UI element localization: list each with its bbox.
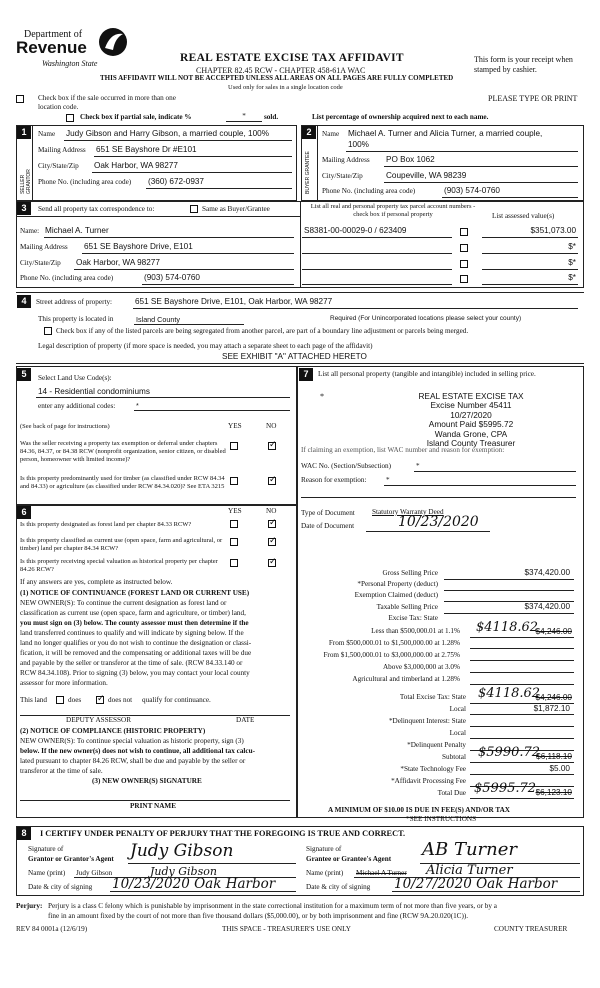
dept-logo-icon [97,26,129,58]
ownership-note: List percentage of ownership acquired next to each name. [312,113,489,121]
s6-question-3: Is this property receiving special valuation as historical property per chapter 84.26 RCW? [20,558,218,573]
multi-location-label: Check box if the sale occurred in more than one location code. [38,94,176,111]
s6-q2-yes-checkbox[interactable] [230,538,238,546]
does-not-label: does not [108,696,133,704]
notice-continuance-line: and payable by the seller or transferor at the time of sale. (RCW 84.33.140 or [20,659,243,667]
stamp-line: Amount Paid $5995.72 [428,419,514,430]
property-street[interactable]: 651 SE Bayshore Drive, E101, Oak Harbor, WA 98277 [135,297,333,306]
stamp-line: REAL ESTATE EXCISE TAX [418,391,524,401]
notice-continuance-line: land transferred continues to qualify and will indicate by signing below. If the [20,629,244,637]
receipt-note: This form is your receipt when stamped by cashier. [474,55,573,74]
wac-label: WAC No. (Section/Subsection) [301,462,392,470]
if-yes-instruction: If any answers are yes, complete as instructed below. [20,578,173,586]
qualify-label: qualify for continuance. [142,696,211,704]
grantor-print-name[interactable]: Judy Gibson [76,869,113,877]
notice-continuance-line: you must sign on (3) below. The county assessor must then determine if the [20,619,249,627]
total-state-label: Total Excise Tax: State [399,693,466,701]
form-warning: THIS AFFIDAVIT WILL NOT BE ACCEPTED UNLESS ALL AREAS ON ALL PAGES ARE FULLY COMPLETED [100,74,454,82]
total-due-label: Total Due [437,789,466,797]
gross-price[interactable]: $374,420.00 [524,568,570,577]
bracket-2-label: From $500,000.01 to $1,500,000.00 at 1.28% [328,639,460,647]
section-6-number: 6 [17,506,31,519]
same-as-buyer-label: Same as Buyer/Grantee [202,205,270,213]
doc-date[interactable]: 10/23/2020 [398,514,479,530]
segregated-checkbox[interactable] [44,327,52,335]
stamp-line: 10/27/2020 [450,409,492,420]
s6-question-2: Is this property classified as current use (open space, farm and agricultural, or timber) land per chapter 84.34 RCW? [20,537,223,552]
exemption-reason[interactable]: * [386,476,390,484]
grantee-print-name[interactable]: Michael A Turner [356,869,407,877]
county-required-note: Required (For Unincorporated locations please select your county) [330,315,522,322]
subtotal-amount[interactable]: $6,118.10 [536,752,572,761]
correspondence-mail[interactable]: 651 SE Bayshore Drive, E101 [84,242,193,251]
s6-q3-no-checkbox[interactable] [268,559,276,567]
see-instructions-note: *SEE INSTRUCTIONS [406,815,477,823]
doc-date-label: Date of Document [301,522,355,530]
notice-compliance-title: (2) NOTICE OF COMPLIANCE (HISTORIC PROPERTY) [20,727,206,735]
parcel-account[interactable]: S8381-00-00029-0 / 623409 [304,226,407,235]
parcel-assessed-value[interactable]: $351,073.00 [530,226,576,235]
wac-number[interactable]: * [416,462,420,470]
grantee-date-label: Date & city of signing [306,883,371,891]
partial-sale-checkbox[interactable] [66,114,74,122]
treasurer-stamp [396,392,546,448]
technology-fee-label: *State Technology Fee [400,765,466,773]
s6-yes-header: YES [228,507,242,515]
form-title: REAL ESTATE EXCISE TAX AFFIDAVIT [180,52,404,64]
buyer-phone[interactable]: (903) 574-0760 [444,186,500,195]
notice-continuance-line: RCW 84.34.108). Prior to signing (3) below, you may contact your local county [20,669,250,677]
bracket-1-label: Less than $500,000.01 at 1.1% [371,627,460,635]
see-back-note: (See back of page for instructions) [20,423,110,430]
section-4-number: 4 [17,295,31,308]
total-due-amount[interactable]: $6,123.10 [535,788,572,797]
doc-type-label: Type of Document [301,509,355,517]
section-8-number: 8 [17,827,31,840]
subtotal-handwritten[interactable]: $5990.72 [478,745,541,760]
stamp-line: Excise Number 45411 [430,400,512,411]
segregated-label: Check box if any of the listed parcels are being segregated from another parcel, are part of a boundary line adjustment or parcels being merged. [56,327,469,335]
grantee-signature-label: Signature of [306,845,342,853]
seller-name[interactable]: Judy Gibson and Harry Gibson, a married couple, 100% [66,129,269,138]
delinquent-penalty-label: *Delinquent Penalty [407,741,466,749]
grantor-name-handwritten[interactable]: Judy Gibson [150,865,217,878]
grantee-name-handwritten[interactable]: Alicia Turner [426,863,513,878]
local-amount[interactable]: $1,872.10 [533,704,570,713]
seller-city[interactable]: Oak Harbor, WA 98277 [94,161,178,170]
notice-compliance-line: lated pursuant to chapter 84.26 RCW, shall be due and payable by the seller or [20,757,246,765]
local-label: Local [449,705,466,713]
personal-property-value[interactable]: * [320,392,325,401]
same-as-buyer-checkbox[interactable] [190,205,198,213]
parcel-assessed-value[interactable]: $* [568,273,576,282]
grantor-signature[interactable]: Judy Gibson [130,841,234,861]
parcel-header: List all real and personal property tax parcel account numbers - check box if personal property [310,203,476,218]
form-id: REV 84 0001a (12/6/19) [16,925,88,933]
grantee-name-label: Name (print) [306,869,344,877]
seller-mail-label: Mailing Address [38,146,86,154]
seller-mail[interactable]: 651 SE Bayshore Dr #E101 [96,145,197,154]
doc-type[interactable]: Statutory Warranty Deed [372,508,444,516]
print-name-label: PRINT NAME [130,802,176,810]
s6-no-header: NO [266,507,277,515]
please-type-note: PLEASE TYPE OR PRINT [488,94,578,103]
land-use-code[interactable]: 14 - Residential condominiums [38,387,150,396]
s6-question-1: Is this property designated as forest land per chapter 84.33 RCW? [20,521,192,528]
stamp-line: Island County Treasurer [426,438,516,449]
does-qualify-checkbox[interactable] [56,696,64,704]
grantee-date-city[interactable]: 10/27/2020 Oak Harbor [394,876,558,892]
section-1-number: 1 [17,126,31,139]
partial-sale-label: Check box if partial sale, indicate % [80,113,192,121]
property-county[interactable]: Island County [136,315,180,324]
legal-description[interactable]: SEE EXHIBIT "A" ATTACHED HERETO [222,352,367,361]
dept-logo-text: Revenue [16,38,87,57]
affidavit-fee-label: *Affidavit Processing Fee [391,777,466,785]
does-not-qualify-checkbox[interactable] [96,696,104,704]
additional-codes[interactable]: * [136,401,139,410]
parcel-personal-checkbox[interactable] [460,244,468,252]
dept-line-3: Washington State [42,59,98,68]
notice-continuance-line: classification as current use (open space, farm and agriculture, or timber) land, [20,609,246,617]
land-use-label: Select Land Use Code(s): [38,374,112,382]
delinquent-interest-label: *Delinquent Interest: State [388,717,466,725]
assessed-header: List assessed value(s) [492,212,555,220]
grantor-date-label: Date & city of signing [28,883,93,891]
subtotal-label: Subtotal [442,753,466,761]
exemption-deduct-label: Exemption Claimed (deduct) [354,591,438,599]
buyer-name[interactable]: Michael A. Turner and Alicia Turner, a married couple, [348,129,543,138]
s5-question-1: Was the seller receiving a property tax exemption or deferral under chapters 84.36, 84.37, or 84.38 RCW (nonprofit organization, senior citizen, or disabled person, homeowner with limited income)? [20,440,226,463]
total-state-handwritten[interactable]: $4118.62 [478,686,541,701]
s5-q1-yes-checkbox[interactable] [230,442,238,450]
bracket-4-label: Above $3,000,000 at 3.0% [382,663,460,671]
taxable-price-label: Taxable Selling Price [376,603,438,611]
exemption-label: If claiming an exemption, list WAC number and reason for exemption: [301,446,505,454]
perjury-label: Perjury: [16,902,43,910]
correspondence-label: Send all property tax correspondence to: [38,205,155,213]
s6-q1-yes-checkbox[interactable] [230,520,238,528]
total-state-amount[interactable]: $4,246.00 [535,693,572,702]
gross-price-label: Gross Selling Price [382,569,438,577]
correspondence-phone[interactable]: (903) 574-0760 [144,273,200,282]
stamp-line: Wanda Grone, CPA [434,428,508,439]
dept-line-1: Department of [24,29,83,40]
s5-yes-header: YES [228,422,242,430]
parcel-personal-checkbox[interactable] [460,228,468,236]
total-due-handwritten[interactable]: $5995.72 [474,781,537,796]
s5-q2-no-checkbox[interactable] [268,477,276,485]
new-owner-signature-label: (3) NEW OWNER(S) SIGNATURE [92,777,202,785]
s6-q1-no-checkbox[interactable] [268,520,276,528]
reason-label: Reason for exemption: [301,476,367,484]
partial-sale-percent[interactable]: * [226,112,262,122]
grantor-name-label: Name (print) [28,869,66,877]
s5-q1-no-checkbox[interactable] [268,442,276,450]
bracket-5-label: Agricultural and timberland at 1.28% [352,675,460,683]
legal-description-label: Legal description of property (if more space is needed, you may attach a separate sheet to each page of the affidavit) [38,342,373,350]
excise-state-label: Excise Tax: State [388,614,438,622]
correspondence-mail-label: Mailing Address [20,243,68,251]
street-label: Street address of property: [36,298,113,306]
seller-phone-label: Phone No. (including area code) [38,178,132,186]
does-label: does [68,696,82,704]
grantor-date-city[interactable]: 10/23/2020 Oak Harbor [112,876,276,892]
seller-name-label: Name [38,130,56,138]
notice-continuance-line: assessor for more information. [20,679,108,687]
personal-property-label: List all personal property (tangible and intangible) included in selling price. [318,370,536,378]
section-7-number: 7 [299,368,313,381]
this-land-label: This land [20,696,47,704]
perjury-text-1: Perjury is a class C felony which is punishable by imprisonment in the state correctional institution for a maximum term of not more than five years, or by a [48,902,497,910]
delinquent-local-label: Local [449,729,466,737]
buyer-mail[interactable]: PO Box 1062 [386,155,435,164]
seller-city-label: City/State/Zip [38,162,79,170]
buyer-name-label: Name [322,130,340,138]
taxable-price[interactable]: $374,420.00 [524,602,570,611]
correspondence-city-label: City/State/Zip [20,259,61,267]
form-chapter: CHAPTER 82.45 RCW - CHAPTER 458-61A WAC [196,66,366,75]
single-location-note: Used only for sales in a single location code [228,84,343,91]
notice-continuance-line: fication, it will be removed and the compensating or additional taxes will be due [20,649,252,657]
correspondence-name[interactable]: Michael A. Turner [45,226,109,235]
notice-compliance-line: below. If the new owner(s) does not wish to continue, all additional tax calcu- [20,747,255,755]
deputy-assessor-label: DEPUTY ASSESSOR [66,716,132,724]
county-treasurer-label: COUNTY TREASURER [494,925,568,933]
parcel-assessed-value[interactable]: $* [568,258,576,267]
notice-continuance-title: (1) NOTICE OF CONTINUANCE (FOREST LAND OR CURRENT USE) [20,589,250,597]
deputy-date-label: DATE [236,716,255,724]
multi-location-checkbox[interactable] [16,95,24,103]
section-2-number: 2 [302,126,316,139]
treasurer-use-only: THIS SPACE - TREASURER'S USE ONLY [222,925,351,933]
seller-phone[interactable]: (360) 672-0937 [148,177,204,186]
buyer-mail-label: Mailing Address [322,156,370,164]
perjury-text-2: fine in an amount fixed by the court of not more than five thousand dollars ($5,000.00), or by both imprisonment and fine (RCW 9A.20.020(1C)). [48,912,469,920]
correspondence-phone-label: Phone No. (including area code) [20,274,114,282]
section-3-number: 3 [17,202,31,215]
s5-question-2: Is this property predominantly used for timber (as classified under RCW 84.34 and 84.33) or agriculture (as classified under RCW 84.34.020)? See ETA 3215 [20,475,225,490]
s5-no-header: NO [266,422,277,430]
additional-codes-label: enter any additional codes: [38,402,116,410]
parcel-assessed-value[interactable]: $* [568,242,576,251]
s5-q2-yes-checkbox[interactable] [230,477,238,485]
s6-q2-no-checkbox[interactable] [268,538,276,546]
grantee-signature[interactable]: AB Turner [422,839,518,860]
buyer-name-cont[interactable]: 100% [348,140,369,149]
buyer-grantee-label: BUYER GRANTEE [305,151,311,194]
located-label: This property is located in [38,315,114,323]
buyer-city-label: City/State/Zip [322,172,363,180]
minimum-due-note: A MINIMUM OF $10.00 IS DUE IN FEE(S) AND/OR TAX [328,806,510,814]
section-5-number: 5 [17,368,31,381]
grantor-agent-label: Grantor or Grantor's Agent [28,855,114,863]
bracket-1-handwritten[interactable]: $4118.62 [476,620,539,635]
technology-fee[interactable]: $5.00 [549,764,570,773]
parcel-personal-checkbox[interactable] [460,260,468,268]
notice-compliance-line: transferor at the time of sale. [20,767,103,775]
certification-statement: I CERTIFY UNDER PENALTY OF PERJURY THAT THE FOREGOING IS TRUE AND CORRECT. [40,829,406,838]
grantor-signature-label: Signature of [28,845,64,853]
notice-continuance-line: NEW OWNER(S): To continue the current designation as forest land or [20,599,227,607]
seller-grantor-label: SELLER GRANTOR [20,169,32,194]
parcel-personal-checkbox[interactable] [460,275,468,283]
s6-q3-yes-checkbox[interactable] [230,559,238,567]
bracket-3-label: From $1,500,000.01 to $3,000,000.00 at 2.75% [323,651,460,659]
notice-continuance-line: land no longer qualifies or you do not wish to continue the designation or classi- [20,639,252,647]
buyer-city[interactable]: Coupeville, WA 98239 [386,171,467,180]
correspondence-name-label: Name: [20,227,40,235]
notice-compliance-line: NEW OWNER(S): To continue special valuation as historic property, sign (3) [20,737,244,745]
grantee-agent-label: Grantee or Grantee's Agent [306,855,392,863]
personal-property-deduct-label: *Personal Property (deduct) [357,580,438,588]
correspondence-city[interactable]: Oak Harbor, WA 98277 [76,258,160,267]
bracket-1-amount[interactable]: $4,246.00 [535,627,572,636]
partial-sale-sold: sold. [264,113,279,121]
buyer-phone-label: Phone No. (including area code) [322,187,416,195]
